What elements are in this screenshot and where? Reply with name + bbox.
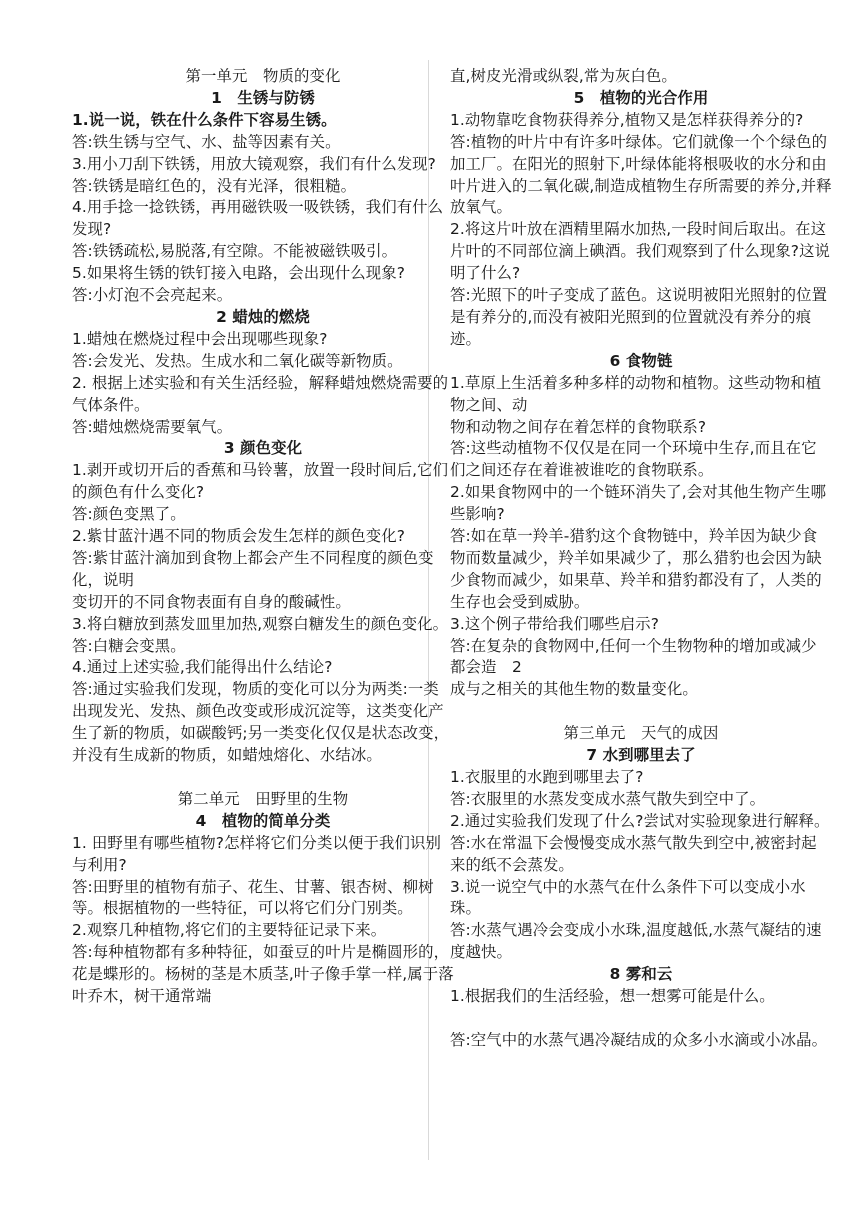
blank-line xyxy=(450,1008,832,1030)
answer-text: 答:小灯泡不会亮起来。 xyxy=(72,286,233,305)
answer-text: 答:通过实验我们发现，物质的变化可以分为两类:一类出现发光、发热、颜色改变或形成沉淀等，这类变化产生了新的物质，如碳酸钙;另一类变化仅仅是状态改变，并没有生成新的物质，如蜡烛熔化、水结冰。 xyxy=(72,680,450,765)
answer-text: 答:这些动植物不仅仅是在同一个环境中生存,而且在它们之间还存在着谁被谁吃的食物联系。 xyxy=(450,439,817,480)
question-text: 2.将这片叶放在酒精里隔水加热,一段时间后取出。在这片叶的不同部位滴上碘酒。我们观察到了什么现象?这说明了什么? xyxy=(450,220,831,283)
answer-text: 答:水蒸气遇冷会变成小水珠,温度越低,水蒸气凝结的速度越快。 xyxy=(450,921,822,962)
answer-text: 答:水在常温下会慢慢变成水蒸气散失到空中,被密封起来的纸不会蒸发。 xyxy=(450,833,817,874)
blank-line xyxy=(450,701,832,723)
lesson-heading: 5 植物的光合作用 xyxy=(573,88,709,107)
lesson-heading: 6 食物链 xyxy=(609,351,673,370)
answer-text: 答:光照下的叶子变成了蓝色。这说明被阳光照射的位置是有养分的,而没有被阳光照到的位置就没有养分的痕迹。 xyxy=(450,286,828,348)
answer-text: 答:每种植物都有多种特征，如蚕豆的叶片是椭圆形的，花是蝶形的。杨树的茎是木质茎,叶子像手掌一样,属于落叶乔木，树干通常端 xyxy=(72,943,454,1006)
answer-text: 变切开的不同食物表面有自身的酸碱性。 xyxy=(72,592,351,611)
blank-line xyxy=(72,767,454,789)
question-text: 3.这个例子带给我们哪些启示? xyxy=(450,614,660,633)
lesson-heading: 2 蜡烛的燃烧 xyxy=(216,307,310,326)
answer-text: 答:植物的叶片中有许多叶绿体。它们就像一个个绿色的加工厂。在阳光的照射下,叶绿体能将根吸收的水分和由叶片进入的二氧化碳,制造成植物生存所需要的养分,并释放氧气。 xyxy=(450,132,832,217)
answer-text: 答:衣服里的水蒸发变成水蒸气散失到空中了。 xyxy=(450,789,766,808)
question-text: 1.蜡烛在燃烧过程中会出现哪些现象? xyxy=(72,329,328,348)
answer-text: 答:白糖会变黑。 xyxy=(72,636,186,655)
question-text: 5.如果将生锈的铁钉接入电路，会出现什么现象? xyxy=(72,264,405,283)
question-text: 2.观察几种植物,将它们的主要特征记录下来。 xyxy=(72,921,387,940)
lesson-heading: 4 植物的简单分类 xyxy=(195,811,331,830)
unit-heading: 第一单元 物质的变化 xyxy=(185,67,341,85)
lesson-heading: 8 雾和云 xyxy=(609,965,673,984)
answer-text: 答:紫甘蓝汁滴加到食物上都会产生不同程度的颜色变化，说明 xyxy=(72,548,434,589)
question-text: 物和动物之间存在着怎样的食物联系? xyxy=(450,417,707,436)
answer-text: 答:铁锈疏松,易脱落,有空隙。不能被磁铁吸引。 xyxy=(72,242,398,261)
answer-text: 答:铁锈是暗红色的，没有光泽，很粗糙。 xyxy=(72,176,357,195)
right-column xyxy=(450,66,832,1052)
question-text: 2. 根据上述实验和有关生活经验，解释蜡烛燃烧需要的气体条件。 xyxy=(72,373,449,414)
question-text: 2.通过实验我们发现了什么?尝试对实验现象进行解释。 xyxy=(450,811,830,830)
question-text: 3.用小刀刮下铁锈，用放大镜观察，我们有什么发现? xyxy=(72,154,436,173)
question-text: 3.将白糖放到蒸发皿里加热,观察白糖发生的颜色变化。 xyxy=(72,614,449,633)
lesson-heading: 7 水到哪里去了 xyxy=(586,746,696,765)
answer-text: 答:颜色变黑了。 xyxy=(72,505,186,524)
answer-text: 成与之相关的其他生物的数量变化。 xyxy=(450,680,698,699)
question-text: 1.说一说，铁在什么条件下容易生锈。 xyxy=(72,110,337,129)
left-column xyxy=(72,66,454,1008)
unit-heading: 第三单元 天气的成因 xyxy=(563,724,719,743)
answer-text: 直,树皮光滑或纵裂,常为灰白色。 xyxy=(450,67,677,85)
question-text: 1.根据我们的生活经验，想一想雾可能是什么。 xyxy=(450,987,775,1006)
lesson-heading: 1 生锈与防锈 xyxy=(211,88,315,107)
answer-text: 答:田野里的植物有茄子、花生、甘薯、银杏树、柳树等。根据植物的一些特征，可以将它们分门别类。 xyxy=(72,877,434,918)
unit-heading: 第二单元 田野里的生物 xyxy=(177,789,349,808)
question-text: 2.如果食物网中的一个链环消失了,会对其他生物产生哪些影响? xyxy=(450,483,827,524)
question-text: 4.通过上述实验,我们能得出什么结论? xyxy=(72,658,333,677)
question-text: 1. 田野里有哪些植物?怎样将它们分类以便于我们识别与利用? xyxy=(72,833,441,874)
answer-text: 答:蜡烛燃烧需要氧气。 xyxy=(72,417,233,436)
question-text: 1.动物靠吃食物获得养分,植物又是怎样获得养分的? xyxy=(450,110,804,129)
question-text: 3.说一说空气中的水蒸气在什么条件下可以变成小水珠。 xyxy=(450,877,806,918)
question-text: 1.草原上生活着多种多样的动物和植物。这些动物和植物之间、动 xyxy=(450,373,822,414)
question-text: 1.剥开或切开后的香蕉和马铃薯，放置一段时间后,它们的颜色有什么变化? xyxy=(72,461,449,502)
lesson-heading: 3 颜色变化 xyxy=(223,439,303,458)
answer-text: 答:空气中的水蒸气遇冷凝结成的众多小水滴或小冰晶。 xyxy=(450,1030,828,1049)
question-text: 1.衣服里的水跑到哪里去了? xyxy=(450,767,644,786)
question-text: 2.紫甘蓝汁遇不同的物质会发生怎样的颜色变化? xyxy=(72,527,405,546)
answer-text: 答:在复杂的食物网中,任何一个生物物种的增加或减少都会造 2 xyxy=(450,636,817,677)
answer-text: 答:铁生锈与空气、水、盐等因素有关。 xyxy=(72,132,341,151)
answer-text: 答:如在草一羚羊-猎豹这个食物链中，羚羊因为缺少食物而数量减少，羚羊如果减少了，那么猎豹也会因为缺少食物而减少，如果草、羚羊和猎豹都没有了，人类的生存也会受到威胁。 xyxy=(450,527,822,611)
question-text: 4.用手捻一捻铁锈，再用磁铁吸一吸铁锈，我们有什么发现? xyxy=(72,198,444,239)
answer-text: 答:会发光、发热。生成水和二氧化碳等新物质。 xyxy=(72,351,403,370)
